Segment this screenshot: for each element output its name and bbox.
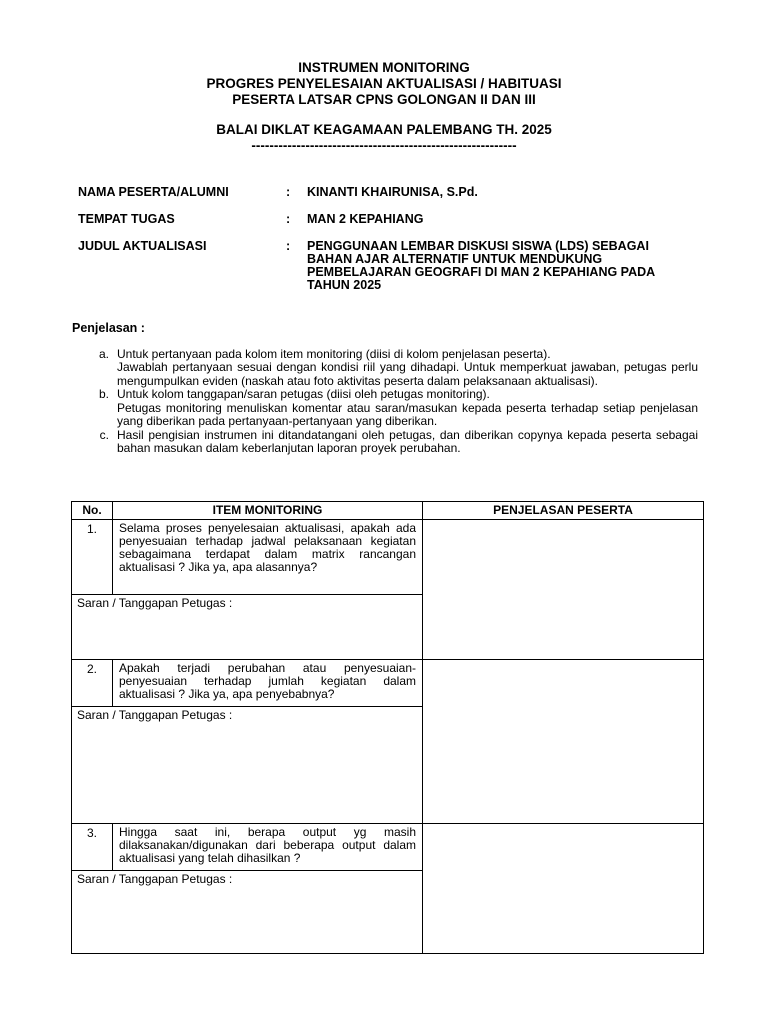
answer-cell[interactable] bbox=[423, 824, 704, 954]
title-divider: ----------------------------------------------------------- bbox=[251, 138, 517, 153]
document-title-block bbox=[0, 60, 768, 154]
info-colon: : bbox=[286, 185, 291, 199]
explanation-section bbox=[72, 322, 698, 456]
table-row bbox=[72, 660, 704, 707]
title-line-1: INSTRUMEN MONITORING bbox=[298, 60, 470, 75]
explanation-text: Untuk kolom tanggapan/saran petugas (diisi oleh petugas monitoring). bbox=[117, 387, 490, 401]
explanation-item-c bbox=[72, 429, 698, 456]
header-no: No. bbox=[72, 502, 113, 520]
info-row-judul bbox=[78, 240, 718, 292]
explanation-text: Petugas monitoring menuliskan komentar atau saran/masukan kepada peserta terhadap setiap penjelasan yang diberikan pada pertanyaan-pertanyaan yang diberikan. bbox=[117, 400, 698, 428]
row-number: 3. bbox=[72, 824, 113, 871]
item-letter: a. bbox=[98, 346, 109, 361]
monitoring-table bbox=[71, 501, 704, 954]
question-text: Apakah terjadi perubahan atau penyesuaian-penyesuaian terhadap jumlah kegiatan dalam aktualisasi ? Jika ya, apa penyebabnya? bbox=[113, 660, 423, 707]
explanation-text: Jawablah pertanyaan sesuai dengan kondisi riil yang dihadapi. Untuk memperkuat jawaban, petugas perlu mengumpulkan eviden (naskah atau foto aktivitas peserta dalam pelaksanaan aktualisasi). bbox=[117, 360, 698, 388]
participant-info bbox=[78, 186, 718, 306]
info-value: PENGGUNAAN LEMBAR DISKUSI SISWA (LDS) SEBAGAI BAHAN AJAR ALTERNATIF UNTUK MENDUKUNG PEMBELAJARAN GEOGRAFI DI MAN 2 KEPAHIANG PADA TAHUN 2025 bbox=[307, 239, 655, 292]
item-letter: b. bbox=[98, 387, 109, 401]
item-letter: c. bbox=[99, 427, 109, 442]
header-penjelasan-peserta: PENJELASAN PESERTA bbox=[423, 502, 704, 520]
officer-feedback-cell[interactable]: Saran / Tanggapan Petugas : bbox=[72, 595, 423, 660]
info-label: JUDUL AKTUALISASI bbox=[78, 239, 207, 253]
info-row-nama bbox=[78, 186, 718, 199]
explanation-item-a bbox=[72, 348, 698, 389]
row-number: 2. bbox=[72, 660, 113, 707]
info-colon: : bbox=[286, 239, 291, 253]
explanation-text: Hasil pengisian instrumen ini ditandatangani oleh petugas, dan diberikan copynya kepada peserta sebagai bahan masukan dalam keberlanjutan laporan proyek perubahan. bbox=[117, 427, 698, 455]
explanation-heading: Penjelasan : bbox=[72, 321, 145, 335]
title-line-4: BALAI DIKLAT KEAGAMAAN PALEMBANG TH. 2025 bbox=[216, 122, 552, 137]
answer-cell[interactable] bbox=[423, 660, 704, 824]
table-row bbox=[72, 520, 704, 595]
officer-feedback-cell[interactable]: Saran / Tanggapan Petugas : bbox=[72, 707, 423, 824]
officer-feedback-cell[interactable]: Saran / Tanggapan Petugas : bbox=[72, 871, 423, 954]
table-row bbox=[72, 824, 704, 871]
info-row-tempat-tugas bbox=[78, 213, 718, 226]
table-header-row bbox=[72, 502, 704, 520]
explanation-text: Untuk pertanyaan pada kolom item monitoring (diisi di kolom penjelasan peserta). bbox=[117, 346, 551, 361]
answer-cell[interactable] bbox=[423, 520, 704, 660]
question-text: Hingga saat ini, berapa output yg masih dilaksanakan/digunakan dari beberapa output dalam aktualisasi yang telah dihasilkan ? bbox=[113, 824, 423, 871]
row-number: 1. bbox=[72, 520, 113, 595]
header-item-monitoring: ITEM MONITORING bbox=[113, 502, 423, 520]
info-label: NAMA PESERTA/ALUMNI bbox=[78, 185, 229, 199]
info-value: MAN 2 KEPAHIANG bbox=[307, 212, 424, 226]
title-line-3: PESERTA LATSAR CPNS GOLONGAN II DAN III bbox=[232, 92, 536, 107]
title-line-2: PROGRES PENYELESAIAN AKTUALISASI / HABITUASI bbox=[206, 76, 562, 91]
info-colon: : bbox=[286, 212, 291, 226]
info-value: KINANTI KHAIRUNISA, S.Pd. bbox=[307, 185, 478, 199]
explanation-item-b bbox=[72, 388, 698, 429]
info-label: TEMPAT TUGAS bbox=[78, 212, 175, 226]
question-text: Selama proses penyelesaian aktualisasi, apakah ada penyesuaian terhadap jadwal pelaksanaan kegiatan sebagaimana terdapat dalam matrix rancangan aktualisasi ? Jika ya, apa alasannya? bbox=[113, 520, 423, 595]
